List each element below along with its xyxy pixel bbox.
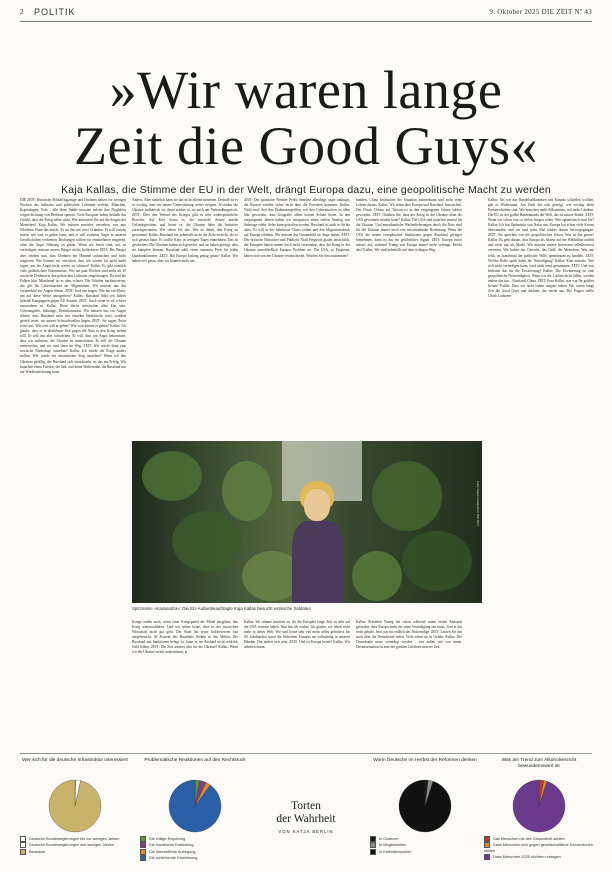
pie-slice (513, 780, 565, 832)
person-body (292, 521, 344, 603)
article-column-2-lower (132, 620, 238, 746)
torten-title-line-2: der Wahrheit (276, 813, 336, 825)
legend-label: Die überzeitliche Aufregung (149, 849, 196, 854)
legend-label: In Kalenderwochen (379, 849, 412, 854)
legend-swatch (20, 842, 26, 848)
column-text: bunden. China beobachtet die Situation aufmerksam und zieht seine Lehren daraus. Kallas: Wir reden über Europa und Russland. Inzwischen. Der Druck Chinas auf Taiwan ist in den vergangenen Jahren stärker geworden. ZEIT: Glauben Sie, dass der Krieg in der Ukraine ohne die USA gewonnen werden kann? Kallas: Die USA sind natürlich zentral für die Ukraine. Und amerikanische Waffenlieferungen durch die Nato sind für die Ukraine immer noch von entscheidender Bedeutung. Wenn die USA die neuen europäischen Sanktionen gegen Russland geringer hinnehmen, dann ist das ein gefährliches Signal. ZEIT: Europa rüstet massiv auf, während Trump von Europa immer mehr verlangt. Reicht das? Kallas: Wir sind jedenfalls auf dem richtigen Weg. (356, 198, 462, 253)
chart-title: Problematische Reaktionen auf den Rechtsruck (144, 758, 246, 763)
page-header (20, 8, 592, 20)
pie-slice (399, 780, 451, 832)
column-text: Kriege enden nach, wenn einer Kriegspartei die Mittel ausgehen, den Krieg weiterzuführen. Und wir sehen heute, dass es der russischen Wirtschaft nicht gut geht. Der Staat hat seine Goldreserven fast aufgebraucht. 40 Prozent des Haushalts fließen in das Militär. Die Russland mit Sanktionen belegt ist, kann es im Ausland nicht wirklich Geld leihen. ZEIT: Die Zeit arbeitet also für die Ukraine? Kallas: Wenn wir die Ukraine weiter unterstützen, ja. (132, 620, 238, 655)
legend-swatch (370, 842, 376, 848)
photo-caption: Spitzname »Kassandra«: Die EU-Außenbeauftragte Kaja Kallas besucht estnische Soldaten (132, 606, 311, 611)
section-rule (20, 753, 592, 754)
chart-legend (20, 836, 130, 855)
legend-item (20, 842, 130, 848)
column-text: DIE ZEIT: Russische Militärflugzeuge und Drohnen halten vor wenigen Wochen das baltische und polnischen Luftraum verletzt. München, Kopenhagen, Oslo – alle diese Städte mussten zuletzt ihre Flughäfen wegen Sichtung von Drohnen sperren. Viele Europäer haben deshalb das Gefühl, dass der Krieg näher rückt. Wie antworten Sie auf die Sorgen der Menschen? Kaja Kallas: Wir müssen zunächst verstehen, was nun Wladimir Putin das macht. Er tut das aus zwei Gründen: Er will erstens testen, wie weit er gehen kann, und er will zweitens Angst in unseren Gesellschaften verbreiten. Drohungen sollten wir ernstnehmen reagieren, ohne die Angst Nährung zu geben. Wenn wir bereit sind, uns zu verteidigen, müssen unsere Bürger nichts befürchten. ZEIT: Die Bürger aber erleben nun, dass Drohnen am Himmel auftauchen und nicht reagieren. Wie können wir erreichen, dass wir wieder für nicht mehr sagen, um die Angst nicht weiter zu schüren? Kallas: Es gibt nämlich viele gefährlichere Erkenntnisse. Wie ein paar Wochen sind mehr als 20 russische Drohnen in den polnischen Luftraum eingedrungen. Da sind die Falken klar. Manchmal ist es aber schwer. Die Urheber nachzuweisen, das gilt für Cyberattacken im Allgemeinen. Wir müssen uns das Gesamtbild vor Augen führen. ZEIT: Und um fragen: Wie hat ein Motiv, um auf diese Weise anzugreifen? Kallas: Russland führt seit Jahren hybride Kampagnen gegen EU-Staaten. ZEIT: Auch wenn es oft schwer zuzuordnen ist. Kallas: Diese dürfte inzwischen allen klar sein: Cyberangriffe, Sabotage, Desinformation. Wir müssen uns vor Augen führen, dass Russland nicht nur einzelne Nadelstiche setzt, sondern gezielt testet, wo unsere Schwachstellen liegen. ZEIT: Sie sagen, Putin testet uns. Wie weit will er gehen? Wie weit könnte er gehen? Kallas: Ich glaube, dass er in absehbarer Zeit gegen die Nato in den Krieg ziehen will. Er will uns aber schwächen. Er will, dass wir Angst bekommen, dass wir aufhören, die Ukraine zu unterstützen. Er will die Ukraine unterwerfen, und wir sind dann im Weg. ZEIT: Wie würde denn eine russische Niederlage aussehen? Kallas: Ich würde die Frage anders stellen: Wie würde ein ukrainischer Sieg aussehen? Wenn ich den Ukrainer gefällig, der Russland sich zurückzieht, ist das ein Erfolg. Wir brauchen einen Frieden, der hält, und keine Waffenruhe, die Russland nur zur Wiederaufrüstung nutzt. (20, 198, 126, 374)
pie-chart-rechtsruck (140, 758, 250, 862)
article-column-3 (244, 198, 350, 434)
issue-date: 9. Oktober 2025 DIE ZEIT Nº 43 (489, 8, 592, 16)
column-text: Kallas: Präsident Trump hat schon während seiner ersten Amtszeit gefordert, dass Europa mehr für seine Verteidigung tun muss. Und er hat recht gehabt. Jetzt tun wir endlich das Notwendige. ZEIT: Lassen Sie uns noch über die Demokratie reden. Viele sehen sie in Gefahr. Kallas: Die Demokratie muss verteidigt werden – von außen wie von innen. Desinformation ist eine der größten Gefahren unserer Zeit. (356, 620, 462, 650)
person-face (304, 489, 330, 521)
article-photo (132, 441, 482, 603)
legend-swatch (140, 855, 146, 861)
legend-swatch (140, 836, 146, 842)
legend-item (484, 842, 594, 854)
legend-swatch (140, 842, 146, 848)
article-column-3-lower (244, 620, 350, 746)
pie-slice (49, 780, 101, 832)
chart-title: Was am Trend zum Alkoholverzicht bewundernswert ist (501, 758, 577, 769)
article-column-1 (20, 198, 126, 746)
photo-credit: Foto: Name Fotograf für DIE ZEIT (476, 481, 480, 527)
legend-label: Dass Menschen 2025 nüchtern ertragen (493, 855, 561, 860)
legend-label: Die moralische Entrüstung (149, 843, 194, 848)
pie-chart-reformen (370, 758, 480, 855)
pie-svg (397, 778, 453, 834)
legend-item (370, 849, 480, 855)
column-text: Kallas: Ich stimme insofern zu, als die Europäer lange Zeit zu sehr auf die USA vertraut haben. Nun bin ich vorbei. Ich glaube, wir leben nicht mehr in dieser Welt. Wir sind heute sehr viel mehr selbst gefordert. Im 20. Jahrhundert stand die Sicherheit Europas nie vollständig in unseren Händen. Das ändert sich jetzt. ZEIT: Und ist Europa bereit? Kallas: Wir arbeiten daran. (244, 620, 350, 650)
chart-legend (140, 836, 250, 862)
legend-label: In Möglichkeiten (379, 843, 407, 848)
legend-swatch (20, 836, 26, 842)
article-column-4-lower (356, 620, 462, 746)
pie-svg (47, 778, 103, 834)
torten-der-wahrheit-title (250, 800, 362, 834)
legend-swatch (484, 854, 490, 860)
article-column-2 (132, 198, 238, 434)
legend-label: Die völlige Empörung (149, 837, 186, 841)
article-column-5 (488, 198, 594, 746)
headline (0, 62, 612, 174)
section-label: POLITIK (34, 7, 76, 17)
chart-legend (370, 836, 480, 855)
legend-swatch (370, 836, 376, 842)
headline-line-2: Zeit die Good Guys« (74, 116, 538, 176)
legend-label: Dass Menschen sich gegen gesellschaftliche Konventionen stellen (484, 843, 593, 853)
pie-chart-alkoholverzicht (484, 758, 594, 861)
torten-byline: VON KATJA BERLIN (278, 829, 334, 834)
legend-swatch (140, 849, 146, 855)
article-column-4 (356, 198, 462, 434)
legend-label: In Chancen (379, 837, 399, 841)
legend-item (140, 855, 250, 861)
pie-svg (511, 778, 567, 834)
legend-swatch (484, 836, 490, 842)
legend-swatch (20, 849, 26, 855)
legend-label: Deutsche Bundesregierungen seit wenigen Jahren (29, 843, 115, 848)
pie-svg (167, 778, 223, 834)
subheadline: Kaja Kallas, die Stimme der EU in der Welt, drängt Europa dazu, eine geopolitische Macht zu werden (61, 184, 551, 196)
legend-item (20, 849, 130, 855)
chart-title: Worin Deutsche im Herbst der Reformen denken (373, 758, 477, 763)
column-text: Kallas: Als wir das Handelsabkommen mit Kanada schließen wollten, gab es Widerstand. Am Ende hat sich gezeigt, wie wichtig diese Partnerschaften sind. Wir brauchen mehr Abkommen, mit mehr Ländern. Die EU ist der größte Binnenmarkt der Welt, das ist unsere Stärke. ZEIT: Wenn wir schon von so vielen Sorgen reden: Wie optimistisch sind Sie? Kallas: Ich bin Optimistin von Natur aus. Europa hat schon viele Krisen überstanden, und wir sind jedes Mal stärker daraus hervorgegangen. ZEIT: Sie sprechen von der geopolitischen Union. Was ist das genau? Kallas: Es geht darum, dass Europa als Akteur auf der Weltbühne auftritt und nicht nur als Markt. Wir müssen unsere Interessen selbstbewusst vertreten. Wir haben das Gewicht, das Geld, die Menschen. Was uns fehlt, ist manchmal der politische Wille, gemeinsam zu handeln. ZEIT: Welche Rolle spielt dabei die Verteidigung? Kallas: Eine zentrale. Wer sich nicht verteidigen kann, wird nicht ernst genommen. ZEIT: Und was bedeutet das für die Erweiterung? Kallas: Die Erweiterung ist eine geopolitische Notwendigkeit. Wenn wir die Lücken nicht füllen, werden andere das tun – Russland, China. ZEIT: Frau Kallas, was war Ihr größter Irrtum? Kallas: Dass wir nicht früher reagiert haben. Wir waren lange Zeit die Good Guys und dachten, das reiche aus. Die Fragen stellte Ulrich Ladurner (488, 198, 594, 298)
column-text: ZEIT: Der spanische Premier Pedro Sánchez allerdings sagte unlängst, die Russen würden sicher nicht über die Pyrenäen kommen. Kallas: Nicht mal: Seit den Drohnenangriffen, seit den Cyberattacken ist allen klar geworden, dass Geografie allein keinen Schutz bietet. In den vergangenen Jahren haben wir europaweit einen steilen Anstieg von Sabotage erlebt. Jeder kann getroffen werden. Russland ist auch in Afrika aktiv. Es will in der Sahelzone Chaos stiften und den Migrationsdruck auf Europa erhöhen. Wir müssen das Gesamtbild im Auge haben. ZEIT: Der britische Historiker und Publizist Niall Ferguson glaubt tatsächlich, die Europäer hätten immer noch nicht verstanden, dass der Krieg in der Ukraine ausschließlich Europas Problem sei. Die USA, so Ferguson, hätten sich von der Ukraine verabschiedet. Würden Sie ihm zustimmen? (244, 198, 350, 258)
page-number: 2 (20, 8, 24, 16)
chart-title: Wer sich für die deutsche Infrastruktur interessiert (22, 758, 128, 763)
legend-swatch (370, 849, 376, 855)
torten-title-line-1: Torten (291, 800, 321, 812)
legend-item (484, 854, 594, 860)
legend-label: Deutsche Bundesregierungen bis vor wenigen Jahren (29, 837, 120, 841)
legend-swatch (484, 842, 490, 848)
headline-line-1: »Wir waren lange (109, 60, 503, 120)
chart-legend (484, 836, 594, 861)
pie-chart-infrastruktur (20, 758, 130, 855)
legend-label: Die schlichende Gewöhnung (149, 856, 198, 861)
column-text: Anders. Aber natürlich kann sie das nicht alleine stemmen. Deshalb ist es so wichtig, dass wir unsere Unterstützung weiter steigern. Je stärker die Ukraine militärisch ist, desto stärker ist sie auch am Verhandlungstisch. ZEIT: Über den Verlauf des Krieges gibt es sehr widersprüchliche Berichte. Auf Kiev heisst es, die russische Armee mache Geländegewinne, mal heisst es, die Ukraine hätte die Initiative zurückgewonnen. Wie sehen Sie das: Wer ist dabei, den Krieg zu gewinnen? Kallas: Russland hat jedenfalls nicht die Ziele erreicht, die es sich gesetzt hatte. Es wollte Kiew in wenigen Tagen einnehmen. Das ist gescheitert. Die Ukrainer haben sich gewehrt, und sie haben gezeigt, dass sie kämpfen können. Russland zahlt einen enormen Preis für jeden Quadratkilometer. ZEIT: Hat Europa bislang genug getan? Kallas: Wir haben viel getan, aber wir können mehr tun. (132, 198, 238, 263)
header-rule (20, 21, 592, 22)
legend-label: Baustaub (29, 849, 46, 854)
legend-label: Das Menschen mit den Gesundheit achten (493, 837, 565, 841)
pie-slice (169, 780, 221, 832)
